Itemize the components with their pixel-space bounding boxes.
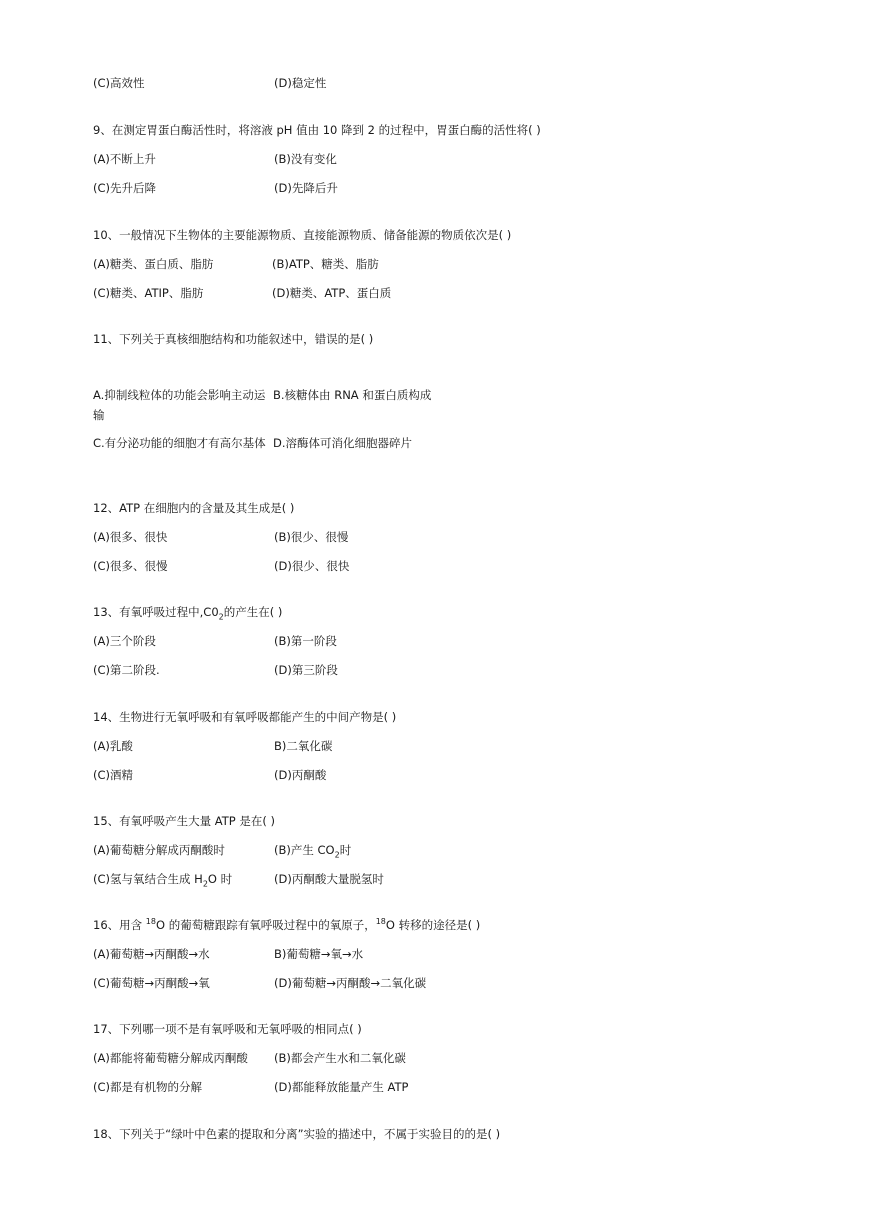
q9-option-b: (B)没有变化 — [274, 152, 337, 166]
q10-option-b: (B)ATP、糖类、脂肪 — [272, 257, 379, 271]
q10-option-c: (C)糖类、ATIP、脂肪 — [93, 286, 204, 300]
q11-option-b: B.核糖体由 RNA 和蛋白质构成 — [273, 388, 432, 402]
q12-option-b: (B)很少、很慢 — [274, 530, 349, 544]
q17-option-d: (D)都能释放能量产生 ATP — [274, 1080, 409, 1094]
q15-option-b: (B)产生 $CO_2$时 — [274, 843, 352, 860]
q16-option-b: B)葡萄糖→氧→水 — [274, 947, 364, 961]
q11-option-d: D.溶酶体可消化细胞器碎片 — [273, 436, 413, 450]
q13-title: 13、有氧呼吸过程中$,C0_2$的产生在( ) — [93, 605, 283, 622]
q12-option-d: (D)很少、很快 — [274, 559, 350, 573]
q16-option-a: (A)葡萄糖→丙酮酸→水 — [93, 947, 210, 961]
q16-option-c: (C)葡萄糖→丙酮酸→氧 — [93, 976, 210, 990]
q17-option-a: (A)都能将葡萄糖分解成丙酮酸 — [93, 1051, 248, 1065]
q9-option-a: (A)不断上升 — [93, 152, 156, 166]
q14-option-c: (C)酒精 — [93, 768, 134, 782]
q14-option-d: (D)丙酮酸 — [274, 768, 327, 782]
q16-option-d: (D)葡萄糖→丙酮酸→二氧化碳 — [274, 976, 427, 990]
q16-title: 16、用含 $^{18}$O 的葡萄糖跟踪有氧呼吸过程中的氧原子，$^{18}$O 转移的途径是( ) — [93, 917, 481, 932]
q11-option-c: C.有分泌功能的细胞才有高尔基体 — [93, 436, 266, 450]
q8-option-d: (D)稳定性 — [274, 76, 327, 90]
q17-option-c: (C)都是有机物的分解 — [93, 1080, 203, 1094]
q12-option-c: (C)很多、很慢 — [93, 559, 168, 573]
q9-option-c: (C)先升后降 — [93, 181, 157, 195]
q13-option-d: (D)第三阶段 — [274, 663, 338, 677]
q14-option-b: B)二氧化碳 — [274, 739, 333, 753]
q10-option-a: (A)糖类、蛋白质、脂肪 — [93, 257, 214, 271]
q10-title: 10、一般情况下生物体的主要能源物质、直接能源物质、储备能源的物质依次是( ) — [93, 228, 512, 242]
q12-title: 12、ATP 在细胞内的含量及其生成是( ) — [93, 501, 295, 515]
q12-option-a: (A)很多、很快 — [93, 530, 168, 544]
q13-option-a: (A)三个阶段 — [93, 634, 156, 648]
q15-option-c: (C)氢与氧结合生成 $H_2O$ 时 — [93, 872, 233, 889]
q18-title: 18、下列关于“绿叶中色素的提取和分离”实验的描述中，不属于实验目的的是( ) — [93, 1127, 501, 1141]
q8-option-c: (C)高效性 — [93, 76, 145, 90]
q11-option-a: A.抑制线粒体的功能会影响主动运输 — [93, 388, 266, 422]
q11-title: 11、下列关于真核细胞结构和功能叙述中，错误的是( ) — [93, 332, 374, 346]
q15-option-d: (D)丙酮酸大量脱氢时 — [274, 872, 384, 886]
q9-title: 9、在测定胃蛋白酶活性时，将溶液 pH 值由 10 降到 2 的过程中，胃蛋白酶的活性将( ) — [93, 123, 541, 137]
q15-option-a: (A)葡萄糖分解成丙酮酸时 — [93, 843, 225, 857]
q14-title: 14、生物进行无氧呼吸和有氧呼吸都能产生的中间产物是( ) — [93, 710, 397, 724]
q17-title: 17、下列哪一项不是有氧呼吸和无氧呼吸的相同点( ) — [93, 1022, 362, 1036]
q9-option-d: (D)先降后升 — [274, 181, 338, 195]
q13-option-c: (C)第二阶段. — [93, 663, 160, 677]
q10-option-d: (D)糖类、ATP、蛋白质 — [272, 286, 392, 300]
q14-option-a: (A)乳酸 — [93, 739, 133, 753]
q13-option-b: (B)第一阶段 — [274, 634, 337, 648]
q15-title: 15、有氧呼吸产生大量 ATP 是在( ) — [93, 814, 276, 828]
q17-option-b: (B)都会产生水和二氧化碳 — [274, 1051, 406, 1065]
